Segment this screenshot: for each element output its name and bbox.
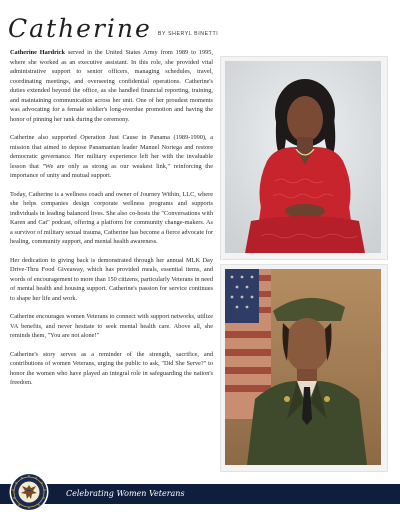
paragraph-2: Catherine also supported Operation Just Cause in Panama (1989-1990), a mission that aimed to depose Panamanian leader Manuel Noriega and restore democratic governance. Her military experience left her with the invaluable lesson that "We are only as strong as our weakest link," reinforcing the importance of unity and mutual support. [10,134,213,179]
military-portrait-image [225,269,381,465]
portrait-photo-image [225,61,381,253]
va-seal-icon [9,472,49,512]
portrait-photo [220,56,388,260]
article-body [10,48,213,397]
paragraph-4: Her dedication to giving back is demonstrated through her annual MLK Day Drive-Thru Food Giveaway, which has provided meals, essential items, and words of encouragement to more than 150 citizens, particularly Veterans in need of mental health and housing support. Catherine's passion for service continues to shape her life and work. [10,256,213,302]
military-portrait-photo [220,264,388,472]
footer-band [0,484,400,504]
byline: BY SHERYL BINETTI [158,31,219,37]
footer-text: Celebrating Women Veterans [66,489,185,498]
paragraph-1 [10,48,213,124]
paragraph-5: Catherine encourages women Veterans to connect with support networks, utilize VA benefits, and never hesitate to seek mental health care. Above all, she reminds them, "You are not alone!" [10,313,213,339]
paragraph-6: Catherine's story serves as a reminder of the strength, sacrifice, and contributions of women Veterans, urging the public to ask, "Did She Serve?" to honor the women who have played an integral role in safeguarding the nation's freedom. [10,350,213,386]
subject-name: Catherine Hardrick [10,49,65,56]
paragraph-3: Today, Catherine is a wellness coach and owner of Journey Within, LLC, where she helps companies design corporate wellness programs and supports individuals in leading balanced lives. She also co-hosts the "Conversations with Karen and Cat" podcast, offering a platform for community change-makers. As a survivor of military sexual trauma, Catherine has become a fierce advocate for healing, community support, and mental health awareness. [10,190,213,245]
paragraph-1-text: served in the United States Army from 1989 to 1995, where she worked as an executive assistant. In this role, she provided vital administrative support to senior officers, managing schedules, travel, coordinating meetings, and overseeing confidential operations. Catherine's duties extended beyond the office, as she handled financial reporting, training, and maintaining communication across her unit. One of her proudest moments was advocating for a female soldier's long-overdue promotion and having the honor of pinning her rank during the ceremony. [10,49,213,123]
page-title: Catherine [8,14,152,43]
